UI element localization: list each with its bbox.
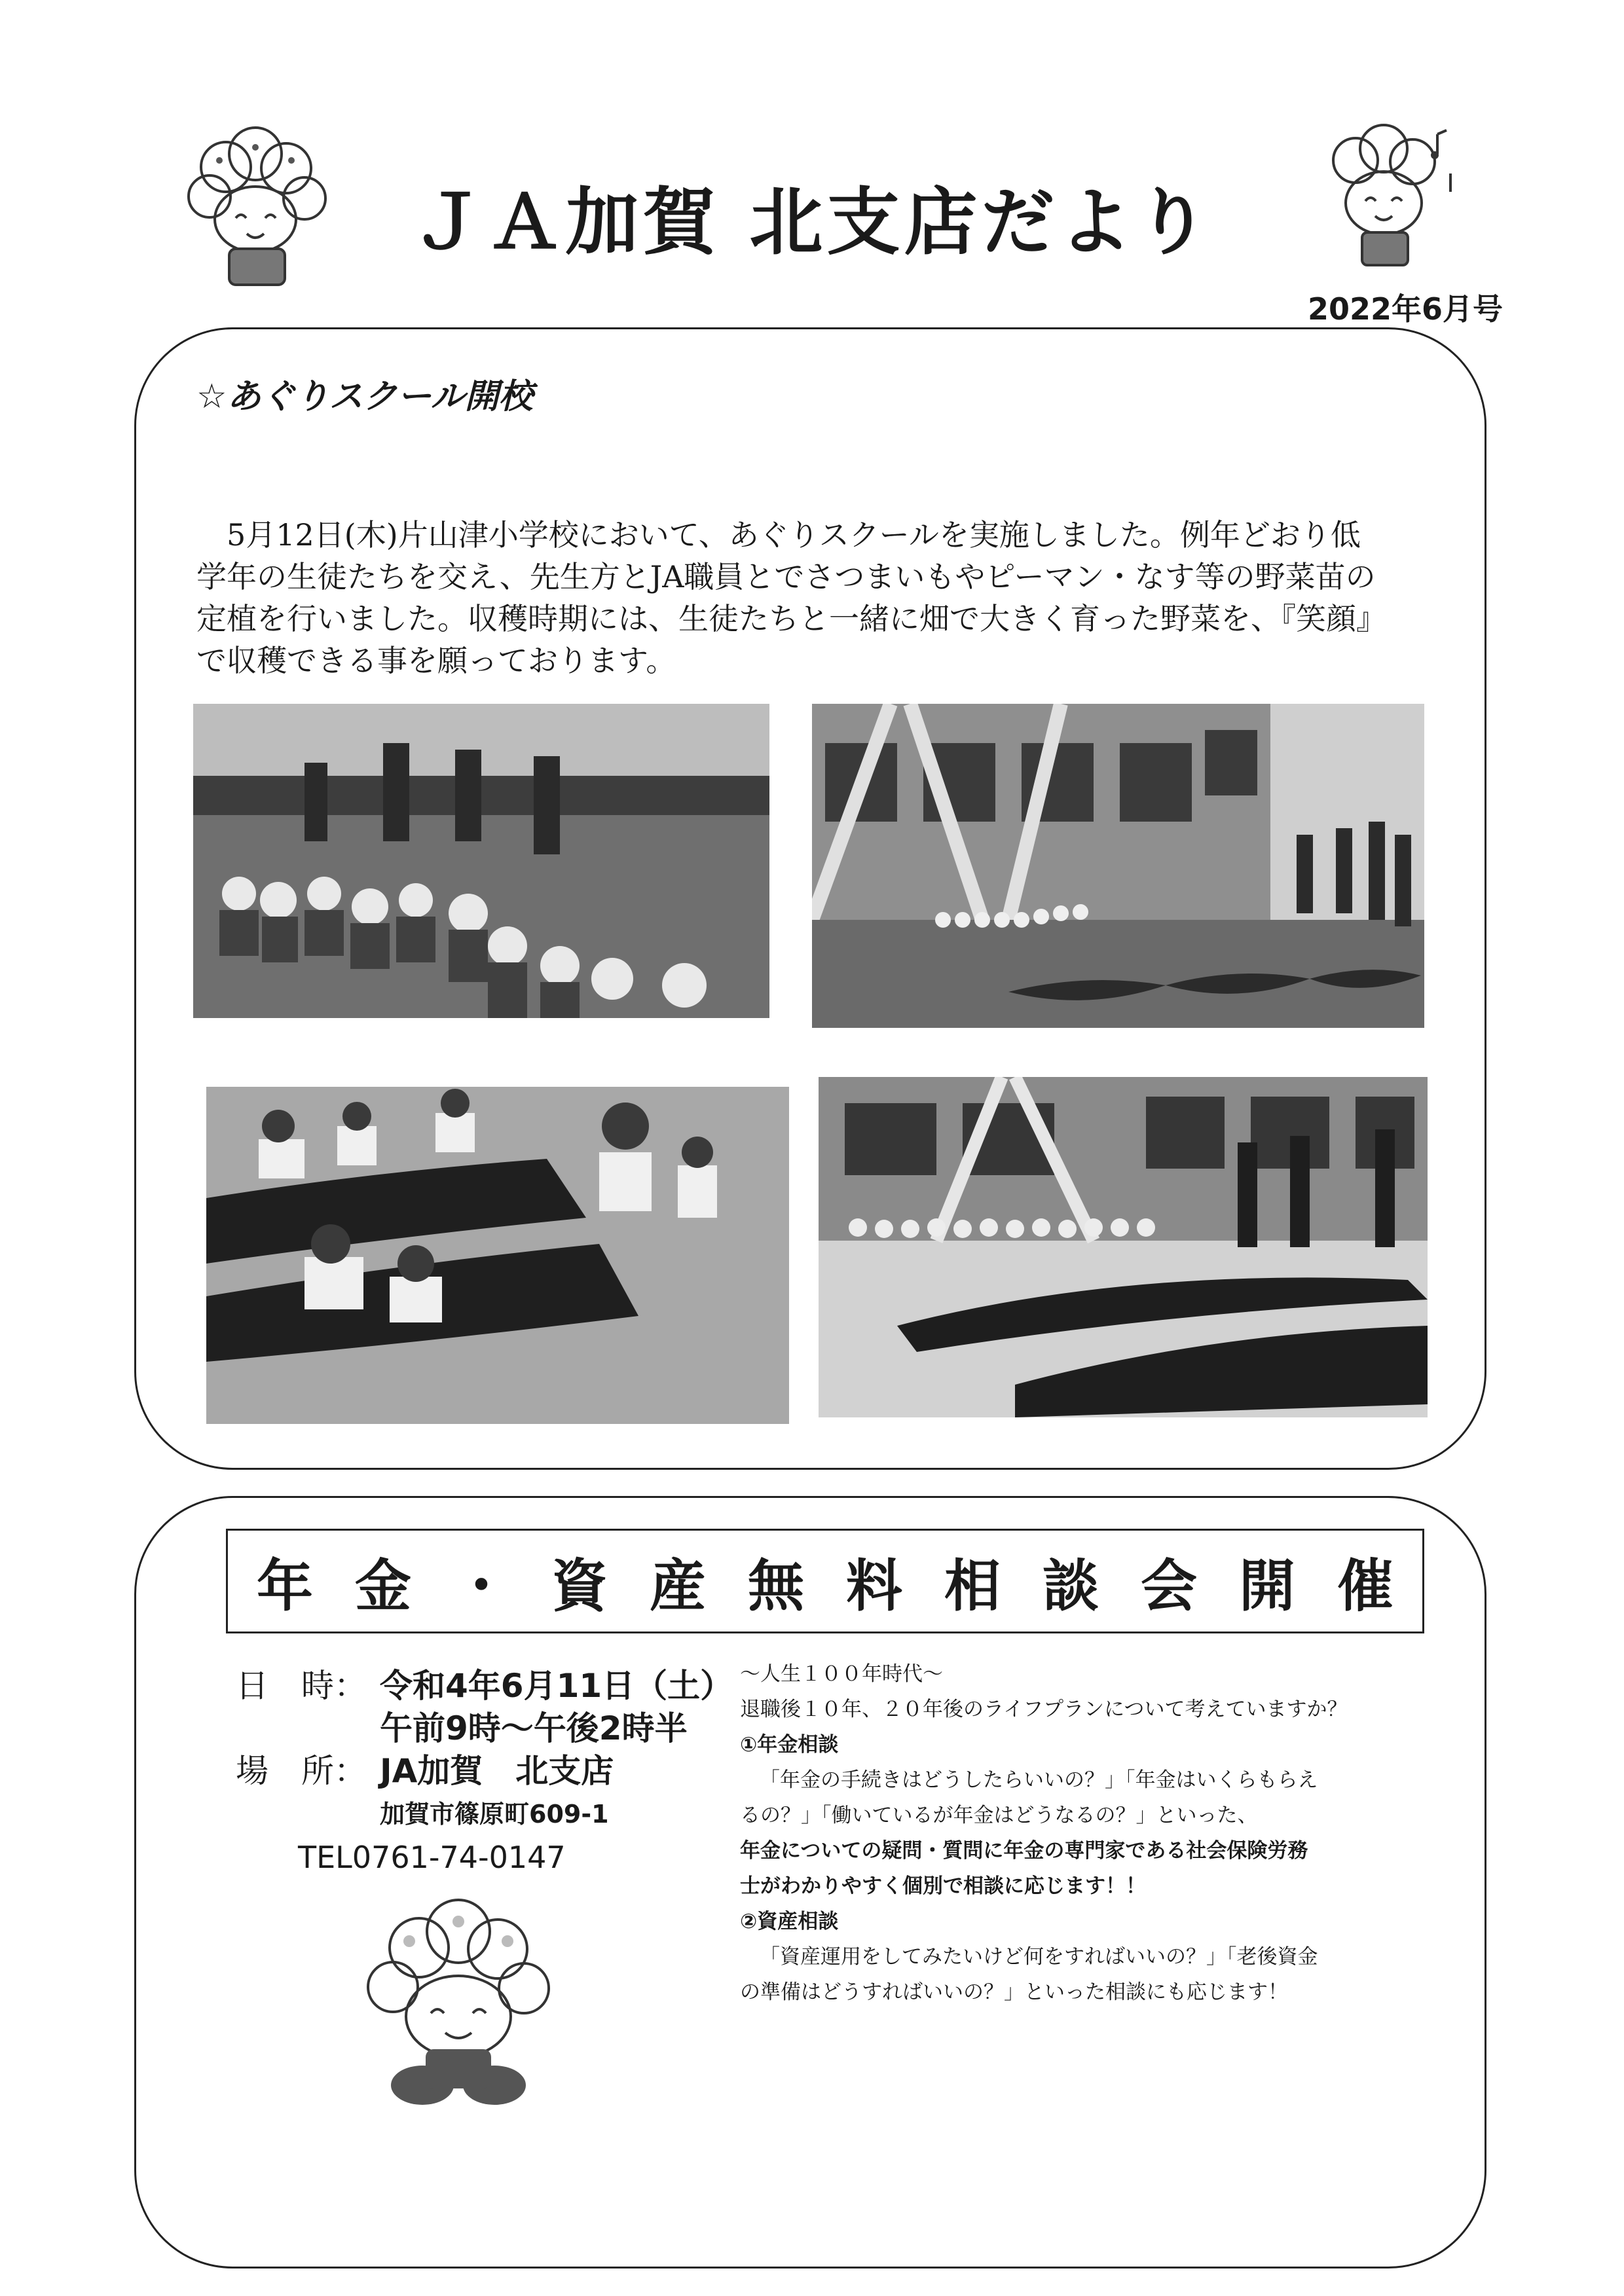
pension-text-3: 年金についての疑問・質問に年金の専門家である社会保険労務 (740, 1839, 1308, 1863)
section-paragraph: 5月12日(木)片山津小学校において、あぐりスクールを実施しました。例年どおり低学年の生徒たちを交え、先生方とJA職員とでさつまいもやピーマン・なす等の野菜苗の定植を行いました。収穫時期には、生徒たちと一緒に畑で大きく育った野菜を、『笑顔』で収穫できる事を願っております。 (196, 517, 1386, 678)
photo-school-building (812, 704, 1424, 1028)
pension-heading: ①年金相談 (740, 1733, 839, 1757)
date-value: 令和4年6月11日（土） (380, 1667, 733, 1705)
page-title: ＪＡ加賀 北支店だより (411, 180, 1213, 265)
consultation-details (740, 1656, 1395, 2010)
pension-text-2: るの？」「働いているが年金はどうなるの？」といった、 (740, 1804, 1258, 1827)
intro-question: 退職後１０年、２０年後のライフプランについて考えていますか？ (740, 1698, 1348, 1721)
photo-children-field (193, 704, 769, 1018)
photo-mulch-rows (819, 1077, 1428, 1417)
place-label: 場 所： (236, 1752, 367, 1790)
section-title: ☆あぐりスクール開校 (196, 377, 533, 416)
place-value: JA加賀 北支店 (380, 1752, 614, 1790)
address: 加賀市篠原町609-1 (380, 1800, 609, 1829)
time-value: 午前9時〜午後2時半 (380, 1709, 688, 1747)
consultation-banner (226, 1529, 1435, 1633)
banner-text: 年金・資産無料相談会開催 (257, 1554, 1435, 1619)
phone-number: TEL0761-74-0147 (298, 1840, 566, 1875)
tagline: 〜人生１００年時代〜 (740, 1662, 943, 1686)
issue-date: 2022年6月号 (1307, 291, 1503, 327)
pension-text-1: 「年金の手続きはどうしたらいいの？」「年金はいくらもらえ (760, 1768, 1318, 1792)
mascot-bottom-icon (347, 1895, 570, 2111)
asset-text-1: 「資産運用をしてみたいけど何をすればいいの？」「老後資金 (760, 1945, 1318, 1969)
asset-heading: ②資産相談 (740, 1910, 839, 1933)
mascot-right-icon (1300, 121, 1470, 285)
date-label: 日 時： (236, 1667, 367, 1705)
photo-planting (206, 1087, 789, 1424)
pension-text-4: 士がわかりやすく個別で相談に応じます！！ (740, 1874, 1146, 1898)
asset-text-2: の準備はどうすればいいの？」といった相談にも応じます！ (740, 1980, 1288, 2004)
